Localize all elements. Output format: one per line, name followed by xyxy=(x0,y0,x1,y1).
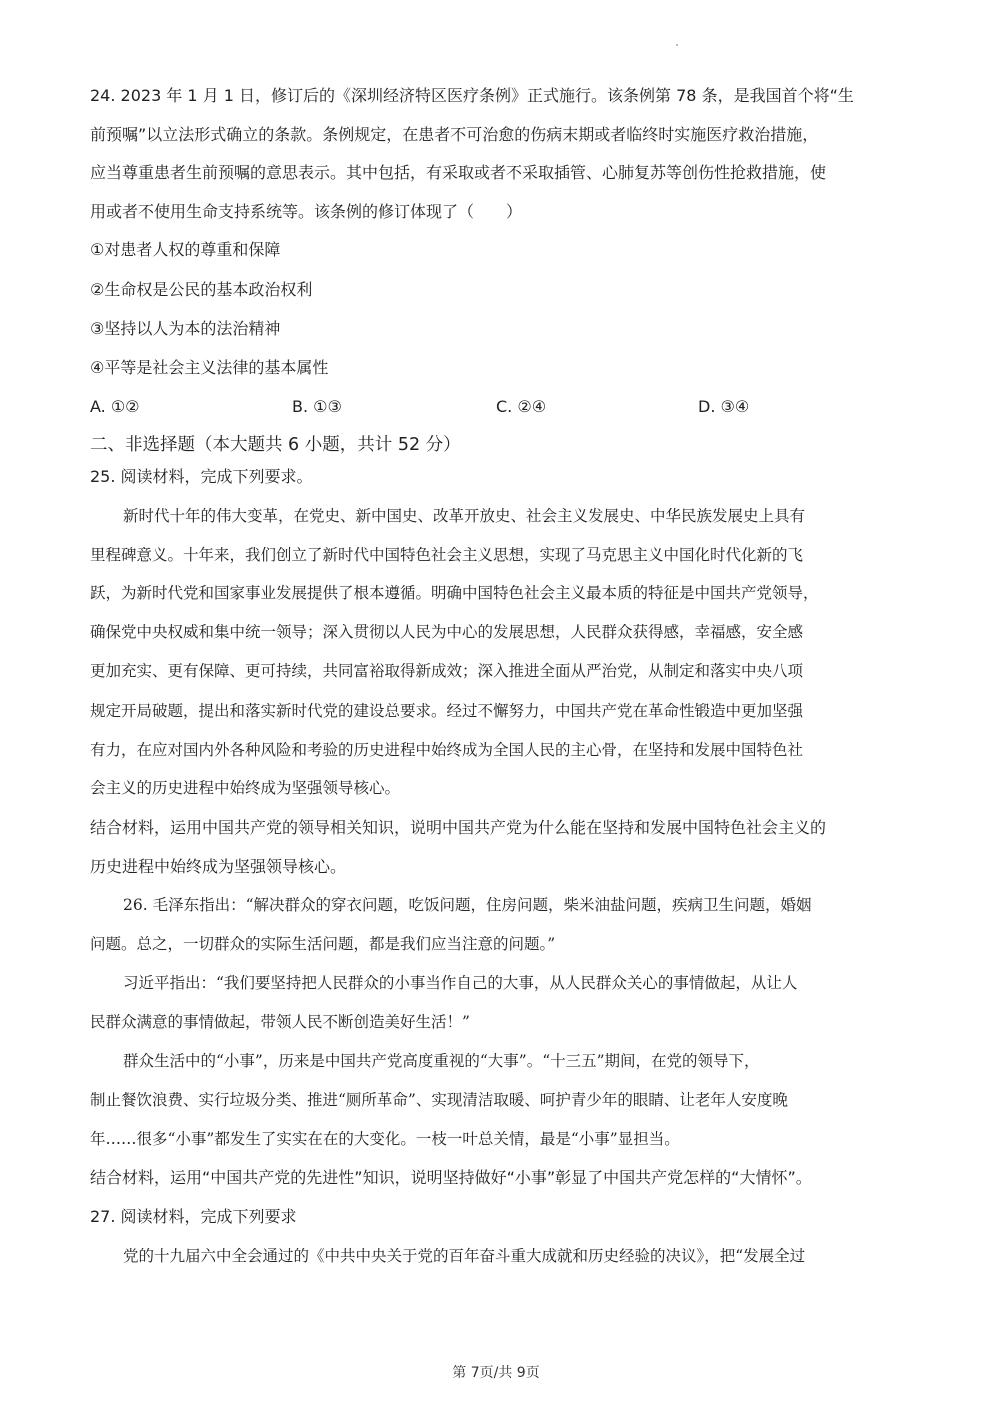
page-number: 第 7页/共 9页 xyxy=(452,1365,540,1381)
q25-material-line-6: 规定开局破题，提出和落实新时代党的建设总要求。经过不懈努力，中国共产党在革命性锻造中更加坚强 xyxy=(90,702,804,720)
q24-option-b: B. ①③ xyxy=(292,397,342,416)
q24-item-1: ①对患者人权的尊重和保障 xyxy=(90,240,281,259)
q24-item-3: ③坚持以人为本的法治精神 xyxy=(90,319,281,338)
q25-material-line-7: 有力，在应对国内外各种风险和考验的历史进程中始终成为全国人民的主心骨，在坚持和发展中国特色社 xyxy=(90,741,804,759)
q26-material-line-3: 习近平指出：“我们要坚持把人民群众的小事当作自己的大事，从人民群众关心的事情做起，从让人 xyxy=(123,974,798,992)
q26-material-line-2: 问题。总之，一切群众的实际生活问题，都是我们应当注意的问题。” xyxy=(90,935,556,953)
scan-dot xyxy=(676,44,678,46)
q27-material-line-1: 党的十九届六中全会通过的《中共中央关于党的百年奋斗重大成就和历史经验的决议》，把“发展全过 xyxy=(123,1247,806,1265)
q25-material-line-2: 里程碑意义。十年来，我们创立了新时代中国特色社会主义思想，实现了马克思主义中国化时代化新的飞 xyxy=(90,546,804,564)
q24-option-a: A. ①② xyxy=(90,397,140,416)
q24-option-d: D. ③④ xyxy=(698,397,750,416)
q26-material-line-1: 26. 毛泽东指出：“解决群众的穿衣问题，吃饭问题，住房问题，柴米油盐问题，疾病卫生问题，婚姻 xyxy=(123,896,812,914)
q25-material-line-5: 更加充实、更有保障、更可持续，共同富裕取得新成效；深入推进全面从严治党，从制定和落实中央八项 xyxy=(90,662,804,680)
q26-material-line-5: 群众生活中的“小事”，历来是中国共产党高度重视的“大事”。“十三五”期间，在党的领导下， xyxy=(123,1052,760,1070)
q24-line-4: 用或者不使用生命支持系统等。该条例的修订体现了（ ） xyxy=(90,202,523,221)
q24-item-2: ②生命权是公民的基本政治权利 xyxy=(90,280,313,299)
q27-intro: 27. 阅读材料，完成下列要求 xyxy=(90,1207,297,1226)
q25-material-line-8: 会主义的历史进程中始终成为坚强领导核心。 xyxy=(90,779,401,797)
q24-option-c: C. ②④ xyxy=(496,397,547,416)
q25-material-line-3: 跃，为新时代党和国家事业发展提供了根本遵循。明确中国特色社会主义最本质的特征是中国共产党领导， xyxy=(90,584,819,602)
q25-material-line-1: 新时代十年的伟大变革，在党史、新中国史、改革开放史、社会主义发展史、中华民族发展史上具有 xyxy=(123,507,806,525)
q24-line-3: 应当尊重患者生前预嘱的意思表示。其中包括，有采取或者不采取插管、心肺复苏等创伤性抢救措施，使 xyxy=(90,163,827,182)
q25-question-line-1: 结合材料，运用中国共产党的领导相关知识，说明中国共产党为什么能在坚持和发展中国特色社会主义的 xyxy=(90,818,827,837)
q26-material-line-4: 民群众满意的事情做起，带领人民不断创造美好生活！” xyxy=(90,1013,470,1031)
section-heading: 二、非选择题（本大题共 6 小题，共计 52 分） xyxy=(90,435,461,455)
q25-intro: 25. 阅读材料，完成下列要求。 xyxy=(90,467,313,486)
q24-item-4: ④平等是社会主义法律的基本属性 xyxy=(90,358,329,377)
q26-material-line-7: 年……很多“小事”都发生了实实在在的大变化。一枝一叶总关情，最是“小事”显担当。 xyxy=(90,1130,680,1148)
q25-question-line-2: 历史进程中始终成为坚强领导核心。 xyxy=(90,857,347,876)
q26-material-line-6: 制止餐饮浪费、实行垃圾分类、推进“厕所革命”、实现清洁取暖、呵护青少年的眼睛、让老年人安度晚 xyxy=(90,1091,788,1109)
q24-line-2: 前预嘱”以立法形式确立的条款。条例规定，在患者不可治愈的伤病末期或者临终时实施医疗救治措施， xyxy=(90,125,819,144)
q26-question: 结合材料，运用“中国共产党的先进性”知识，说明坚持做好“小事”彰显了中国共产党怎样的“大情怀”。 xyxy=(90,1168,812,1187)
q25-material-line-4: 确保党中央权威和集中统一领导；深入贯彻以人民为中心的发展思想，人民群众获得感，幸福感，安全感 xyxy=(90,623,804,641)
q24-line-1: 24. 2023 年 1 月 1 日，修订后的《深圳经济特区医疗条例》正式施行。该条例第 78 条，是我国首个将“生 xyxy=(90,86,854,105)
